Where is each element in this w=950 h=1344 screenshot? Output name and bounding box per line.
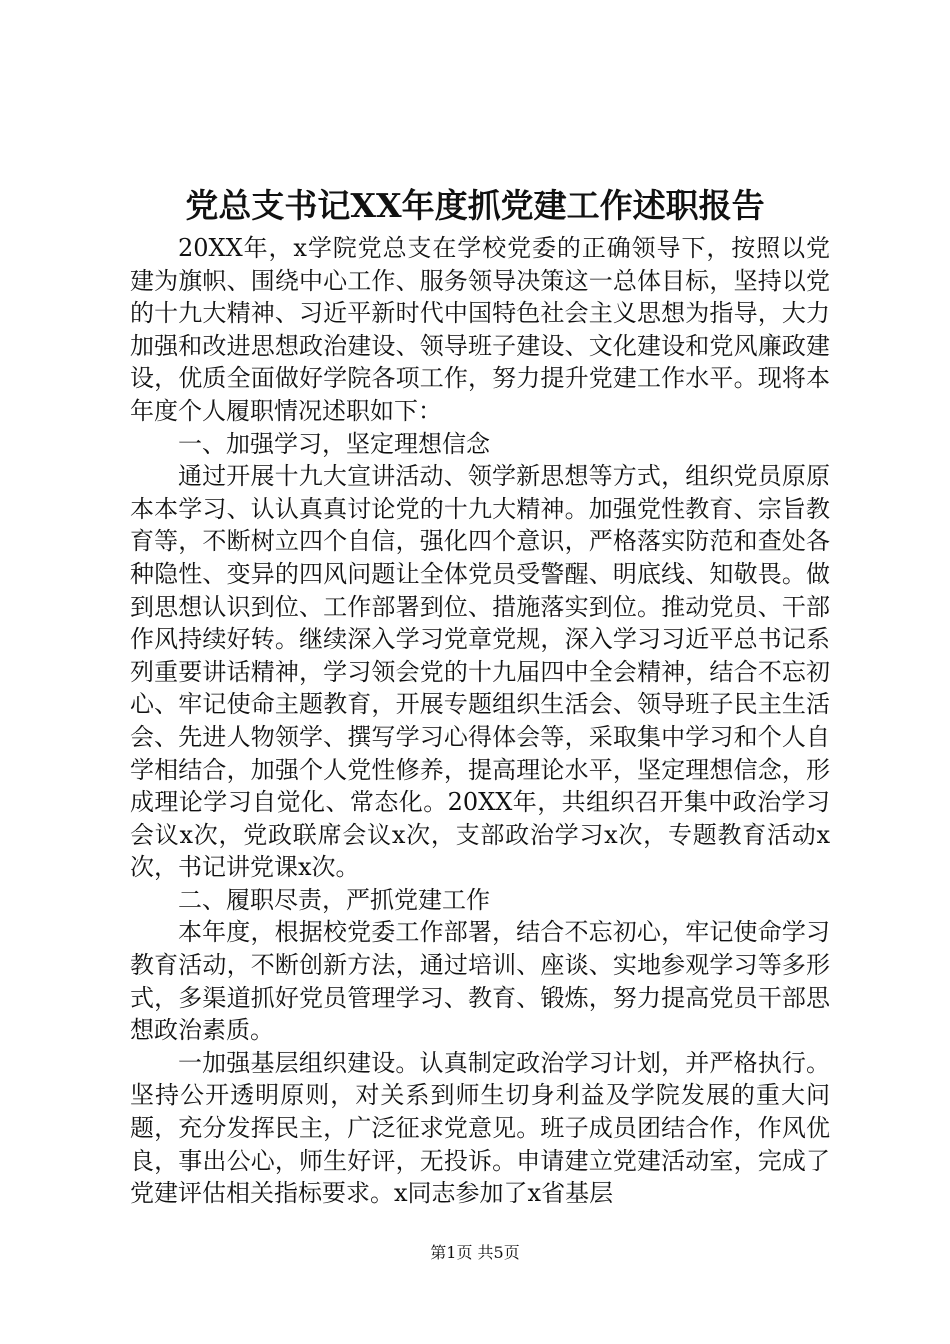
- section-heading-2: 二、履职尽责，严抓党建工作: [178, 885, 490, 914]
- document-title: 党总支书记XX年度抓党建工作述职报告: [185, 186, 765, 225]
- section-2-paragraph: 本年度，根据校党委工作部署，结合不忘初心，牢记使命学习教育活动，不断创新方法，通过培训、座谈、实地参观学习等多形式，多渠道抓好党员管理学习、教育、锻炼，努力提高党员干部思想政治素质。: [130, 918, 830, 1045]
- section-1-paragraph: 通过开展十九大宣讲活动、领学新思想等方式，组织党员原原本本学习、认认真真讨论党的十九大精神。加强党性教育、宗旨教育等，不断树立四个自信，强化四个意识，严格落实防范和查处各种隐性、变异的四风问题让全体党员受警醒、明底线、知敬畏。做到思想认识到位、工作部署到位、措施落实到位。推动党员、干部作风持续好转。继续深入学习党章党规，深入学习习近平总书记系列重要讲话精神，学习领会党的十九届四中全会精神，结合不忘初心、牢记使命主题教育，开展专题组织生活会、领导班子民主生活会、先进人物领学、撰写学习心得体会等，采取集中学习和个人自学相结合，加强个人党性修养，提高理论水平，坚定理想信念，形成理论学习自觉化、常态化。20XX年，共组织召开集中政治学习会议x次，党政联席会议x次，支部政治学习x次，专题教育活动x次，书记讲党课x次。: [130, 462, 830, 882]
- intro-paragraph: 20XX年，x学院党总支在学校党委的正确领导下，按照以党建为旗帜、围绕中心工作、服务领导决策这一总体目标，坚持以党的十九大精神、习近平新时代中国特色社会主义思想为指导，大力加强和改进思想政治建设、领导班子建设、文化建设和党风廉政建设，优质全面做好学院各项工作，努力提升党建工作水平。现将本年度个人履职情况述职如下：: [130, 234, 830, 425]
- section-heading-1: 一、加强学习，坚定理想信念: [178, 429, 490, 458]
- section-2-subparagraph: 一加强基层组织建设。认真制定政治学习计划，并严格执行。坚持公开透明原则，对关系到师生切身利益及学院发展的重大问题，充分发挥民主，广泛征求党意见。班子成员团结合作，作风优良，事出公心，师生好评，无投诉。申请建立党建活动室，完成了党建评估相关指标要求。x同志参加了x省基层: [130, 1048, 830, 1208]
- page-number-footer: 第1页 共5页: [430, 1243, 520, 1262]
- document-body: [130, 232, 830, 1210]
